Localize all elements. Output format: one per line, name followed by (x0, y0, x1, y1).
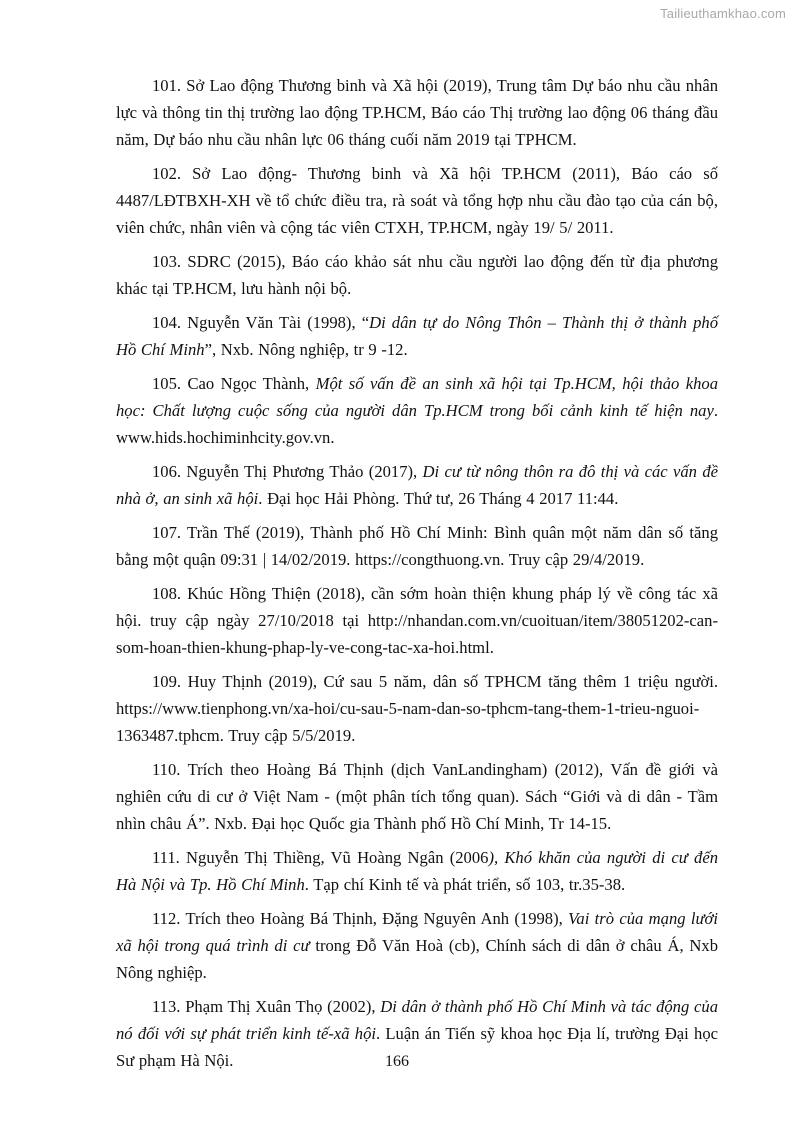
reference-item (116, 72, 718, 153)
reference-number: 107. (152, 523, 182, 542)
reference-item (116, 580, 718, 661)
reference-title-italic: ), Khó khăn của người di cư đến Hà Nội và Tp. Hồ Chí Minh (116, 848, 718, 894)
reference-item (116, 160, 718, 241)
reference-number: 105. (152, 374, 182, 393)
reference-text: Sở Lao động Thương binh và Xã hội (2019), Trung tâm Dự báo nhu cầu nhân lực và thông tin thị trường lao động TP.HCM, Báo cáo Thị trường lao động 06 tháng đầu năm, Dự báo nhu cầu nhân lực 06 tháng cuối năm 2019 tại TPHCM. (116, 76, 718, 149)
reference-item (116, 248, 718, 302)
reference-number: 101. (152, 76, 182, 95)
reference-text: ”, Nxb. Nông nghiệp, tr 9 -12. (204, 340, 408, 359)
watermark-text: Tailieuthamkhao.com (660, 6, 786, 21)
reference-text: . Luận án Tiến sỹ khoa học Địa lí, trường Đại học Sư phạm Hà Nội. (116, 1024, 718, 1070)
reference-item (116, 370, 718, 451)
reference-title-italic: Di cư từ nông thôn ra đô thị và các vấn đề nhà ở, an sinh xã hội (116, 462, 718, 508)
reference-item (116, 458, 718, 512)
reference-number: 110. (152, 760, 181, 779)
reference-number: 111. (152, 848, 180, 867)
reference-text: Phạm Thị Xuân Thọ (2002), (180, 997, 381, 1016)
reference-text: . Đại học Hải Phòng. Thứ tư, 26 Tháng 4 2017 11:44. (258, 489, 619, 508)
reference-text: Nguyễn Văn Tài (1998), “ (181, 313, 370, 332)
reference-item (116, 844, 718, 898)
reference-title-italic: Một số vấn đề an sinh xã hội tại Tp.HCM, hội thảo khoa học: Chất lượng cuộc sống của người dân Tp.HCM trong bối cảnh kinh tế hiện nay (116, 374, 718, 420)
reference-text: Huy Thịnh (2019), Cứ sau 5 năm, dân số TPHCM tăng thêm 1 triệu người. https://www.tienphong.vn/xa-hoi/cu-sau-5-nam-dan-so-tphcm-tang-them-1-trieu-nguoi-1363487.tphcm. Truy cập 5/5/2019. (116, 672, 718, 745)
reference-number: 112. (152, 909, 181, 928)
reference-number: 102. (152, 164, 182, 183)
reference-text: . www.hids.hochiminhcity.gov.vn. (116, 401, 718, 447)
reference-text: . Tạp chí Kinh tế và phát triển, số 103, tr.35-38. (304, 875, 626, 894)
reference-text: Cao Ngọc Thành, (181, 374, 316, 393)
reference-number: 113. (152, 997, 181, 1016)
reference-title-italic: Di dân tự do Nông Thôn – Thành thị ở thành phố Hồ Chí Minh (116, 313, 718, 359)
reference-text: Nguyễn Thị Phương Thảo (2017), (181, 462, 423, 481)
reference-item (116, 756, 718, 837)
reference-text: Nguyễn Thị Thiềng, Vũ Hoàng Ngân (2006 (179, 848, 489, 867)
reference-text: Khúc Hồng Thiện (2018), cần sớm hoàn thiện khung pháp lý về công tác xã hội. truy cập ngày 27/10/2018 tại http://nhandan.com.vn/cuoituan/item/38051202-can-som-hoan-thien-khung-phap-ly-ve-cong-tac-xa-hoi.html. (116, 584, 718, 657)
reference-number: 109. (152, 672, 182, 691)
reference-number: 104. (152, 313, 182, 332)
reference-item (116, 519, 718, 573)
reference-text: Trần Thế (2019), Thành phố Hồ Chí Minh: Bình quân một năm dân số tăng bằng một quận 09:31 | 14/02/2019. https://congthuong.vn. Truy cập 29/4/2019. (116, 523, 718, 569)
page-number: 166 (385, 1053, 409, 1070)
reference-item (116, 668, 718, 749)
reference-number: 106. (152, 462, 182, 481)
reference-title-italic: Di dân ở thành phố Hồ Chí Minh và tác động của nó đối với sự phát triển kinh tế-xã hội (116, 997, 718, 1043)
reference-text: Trích theo Hoàng Bá Thịnh (dịch VanLandingham) (2012), Vấn đề giới và nghiên cứu di cư ở Việt Nam - (một phân tích tổng quan). Sách “Giới và di dân - Tầm nhìn châu Á”. Nxb. Đại học Quốc gia Thành phố Hồ Chí Minh, Tr 14-15. (116, 760, 718, 833)
reference-text: SDRC (2015), Báo cáo khảo sát nhu cầu người lao động đến từ địa phương khác tại TP.HCM, lưu hành nội bộ. (116, 252, 718, 298)
reference-text: Sở Lao động- Thương binh và Xã hội TP.HCM (2011), Báo cáo số 4487/LĐTBXH-XH về tổ chức điều tra, rà soát và tổng hợp nhu cầu đào tạo của cán bộ, viên chức, nhân viên và cộng tác viên CTXH, TP.HCM, ngày 19/ 5/ 2011. (116, 164, 718, 237)
reference-item (116, 905, 718, 986)
reference-list (116, 72, 718, 1081)
reference-title-italic: Vai trò của mạng lưới xã hội trong quá trình di cư (116, 909, 719, 955)
reference-item (116, 309, 718, 363)
reference-number: 103. (152, 252, 182, 271)
reference-text: Trích theo Hoàng Bá Thịnh, Đặng Nguyên Anh (1998), (180, 909, 569, 928)
reference-number: 108. (152, 584, 182, 603)
reference-text: trong Đỗ Văn Hoà (cb), Chính sách di dân ở châu Á, Nxb Nông nghiệp. (116, 936, 718, 982)
